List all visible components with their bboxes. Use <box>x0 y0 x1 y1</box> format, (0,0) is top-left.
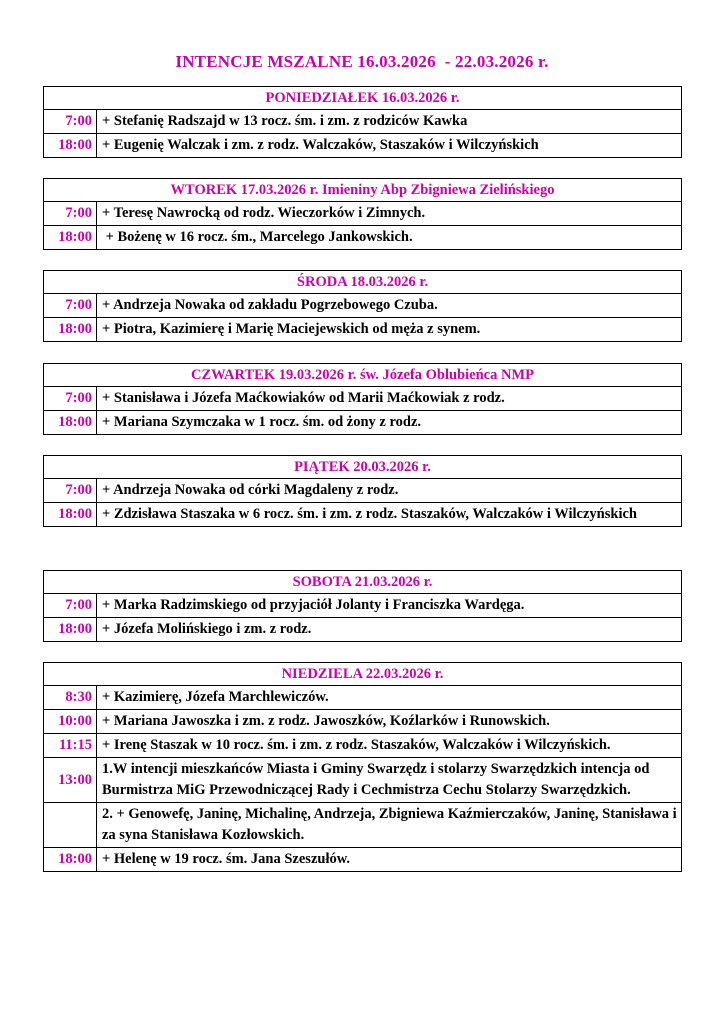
mass-intention: + Piotra, Kazimierę i Marię Maciejewskich od męża z synem. <box>97 318 682 342</box>
mass-time: 7:00 <box>44 294 97 318</box>
day-header: NIEDZIELA 22.03.2026 r. <box>44 663 682 686</box>
day-table-tuesday <box>43 178 682 250</box>
day-table-thursday <box>43 363 682 435</box>
mass-time: 18:00 <box>44 848 97 872</box>
mass-time: 11:15 <box>44 734 97 758</box>
mass-time: 7:00 <box>44 479 97 503</box>
mass-time: 7:00 <box>44 387 97 411</box>
mass-intention: + Stanisława i Józefa Maćkowiaków od Marii Maćkowiak z rodz. <box>97 387 682 411</box>
mass-intention: + Stefanię Radszajd w 13 rocz. śm. i zm. z rodziców Kawka <box>97 110 682 134</box>
day-header: WTOREK 17.03.2026 r. Imieniny Abp Zbigniewa Zielińskiego <box>44 179 682 202</box>
mass-row <box>44 503 682 527</box>
mass-row <box>44 202 682 226</box>
mass-time: 13:00 <box>44 758 97 803</box>
mass-time <box>44 803 97 848</box>
mass-intention: + Helenę w 19 rocz. śm. Jana Szeszułów. <box>97 848 682 872</box>
mass-time: 18:00 <box>44 618 97 642</box>
mass-time: 18:00 <box>44 226 97 250</box>
mass-row <box>44 734 682 758</box>
page-title: INTENCJE MSZALNE 16.03.2026 - 22.03.2026 r. <box>175 52 549 71</box>
mass-intention: 2. + Genowefę, Janinę, Michalinę, Andrzeja, Zbigniewa Kaźmierczaków, Janinę, Stanisława i za syna Stanisława Kozłowskich. <box>97 803 682 848</box>
mass-row <box>44 387 682 411</box>
mass-time: 18:00 <box>44 134 97 158</box>
mass-row <box>44 294 682 318</box>
mass-time: 10:00 <box>44 710 97 734</box>
day-table-friday <box>43 455 682 527</box>
mass-intention: + Mariana Szymczaka w 1 rocz. śm. od żony z rodz. <box>97 411 682 435</box>
mass-intention: + Marka Radzimskiego od przyjaciół Jolanty i Franciszka Wardęga. <box>97 594 682 618</box>
mass-time: 18:00 <box>44 318 97 342</box>
mass-row <box>44 758 682 803</box>
mass-time: 7:00 <box>44 202 97 226</box>
mass-row <box>44 710 682 734</box>
mass-row <box>44 803 682 848</box>
day-header: SOBOTA 21.03.2026 r. <box>44 571 682 594</box>
mass-row <box>44 848 682 872</box>
mass-intention: + Kazimierę, Józefa Marchlewiczów. <box>97 686 682 710</box>
day-header: ŚRODA 18.03.2026 r. <box>44 271 682 294</box>
mass-row <box>44 686 682 710</box>
mass-intention: + Eugenię Walczak i zm. z rodz. Walczaków, Staszaków i Wilczyńskich <box>97 134 682 158</box>
mass-intention: + Irenę Staszak w 10 rocz. śm. i zm. z rodz. Staszaków, Walczaków i Wilczyńskich. <box>97 734 682 758</box>
mass-time: 8:30 <box>44 686 97 710</box>
mass-row <box>44 110 682 134</box>
day-table-monday <box>43 86 682 158</box>
mass-intention: + Bożenę w 16 rocz. śm., Marcelego Jankowskich. <box>97 226 682 250</box>
mass-row <box>44 134 682 158</box>
mass-row <box>44 479 682 503</box>
mass-intention: + Mariana Jawoszka i zm. z rodz. Jawoszków, Koźlarków i Runowskich. <box>97 710 682 734</box>
mass-intention: + Andrzeja Nowaka od zakładu Pogrzebowego Czuba. <box>97 294 682 318</box>
day-table-wednesday <box>43 270 682 342</box>
mass-time: 18:00 <box>44 503 97 527</box>
mass-intention: + Józefa Molińskiego i zm. z rodz. <box>97 618 682 642</box>
mass-row <box>44 226 682 250</box>
mass-row <box>44 411 682 435</box>
day-header: CZWARTEK 19.03.2026 r. św. Józefa Oblubieńca NMP <box>44 364 682 387</box>
mass-row <box>44 318 682 342</box>
day-header: PIĄTEK 20.03.2026 r. <box>44 456 682 479</box>
mass-intention: + Teresę Nawrocką od rodz. Wieczorków i Zimnych. <box>97 202 682 226</box>
mass-intention: + Zdzisława Staszaka w 6 rocz. śm. i zm. z rodz. Staszaków, Walczaków i Wilczyńskich <box>97 503 682 527</box>
mass-time: 7:00 <box>44 110 97 134</box>
mass-time: 7:00 <box>44 594 97 618</box>
mass-row <box>44 618 682 642</box>
mass-intention: 1.W intencji mieszkańców Miasta i Gminy Swarzędz i stolarzy Swarzędzkich intencja od Burmistrza MiG Przewodniczącej Rady i Cechmistrza Cechu Stolarzy Swarzędzkich. <box>97 758 682 803</box>
mass-row <box>44 594 682 618</box>
day-table-sunday <box>43 662 682 872</box>
day-header: PONIEDZIAŁEK 16.03.2026 r. <box>44 87 682 110</box>
mass-time: 18:00 <box>44 411 97 435</box>
mass-intention: + Andrzeja Nowaka od córki Magdaleny z rodz. <box>97 479 682 503</box>
day-table-saturday <box>43 570 682 642</box>
